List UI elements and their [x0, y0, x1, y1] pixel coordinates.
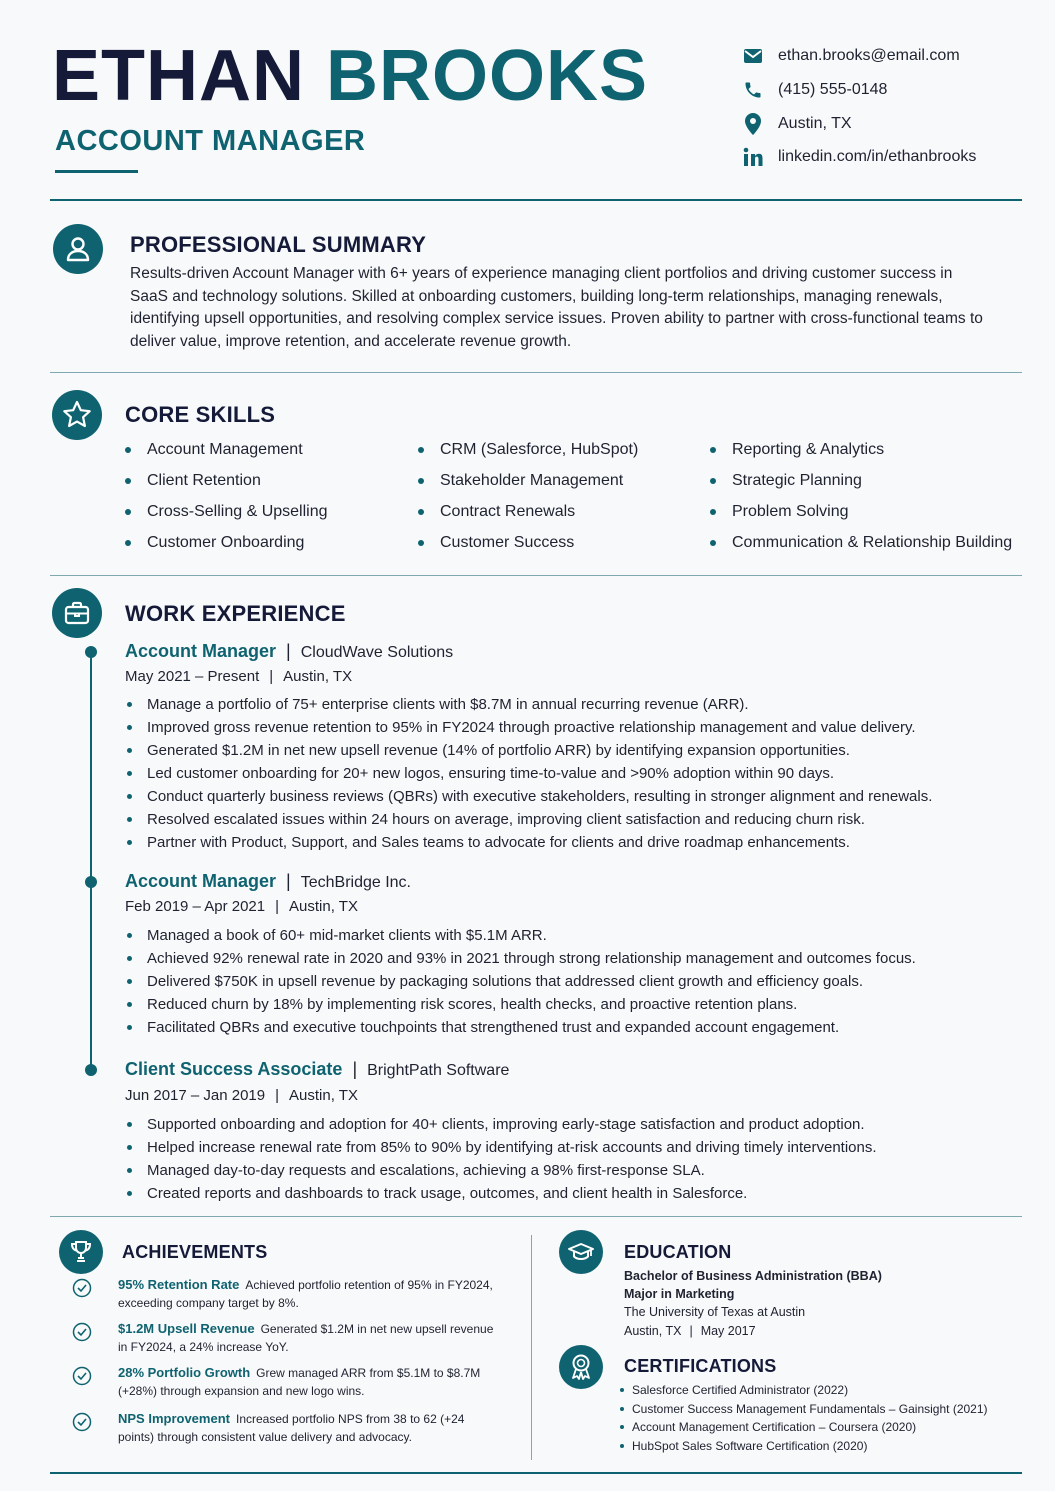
- candidate-name: [52, 36, 649, 116]
- school: The University of Texas at Austin: [624, 1305, 806, 1319]
- timeline-dot: [85, 1064, 97, 1076]
- certifications-heading: CERTIFICATIONS: [624, 1356, 777, 1376]
- skill-item: Customer Success: [418, 534, 574, 552]
- skills-heading: CORE SKILLS: [125, 402, 276, 427]
- job-title: ACCOUNT MANAGER: [55, 125, 366, 157]
- education-heading: EDUCATION: [624, 1242, 732, 1262]
- location-pin-icon: [742, 113, 764, 135]
- list-item: Facilitated QBRs and executive touchpoints that strengthened trust and expanded account engagement.: [127, 1016, 1027, 1039]
- certification-item: Account Management Certification – Coursera (2020): [620, 1418, 916, 1436]
- skill-item: Cross-Selling & Upselling: [125, 503, 328, 521]
- location-text: Austin, TX: [778, 115, 852, 132]
- skill-item: CRM (Salesforce, HubSpot): [418, 441, 638, 459]
- company-name: BrightPath Software: [367, 1062, 510, 1079]
- job-dates: Feb 2019 – Apr 2021 | Austin, TX: [125, 898, 358, 915]
- job-title: Account Manager: [125, 871, 277, 891]
- graduation-cap-icon: [559, 1230, 603, 1274]
- list-item: Manage a portfolio of 75+ enterprise clients with $8.7M in annual recurring revenue (ARR).: [127, 693, 1027, 716]
- phone-icon: [742, 79, 764, 101]
- list-item: Delivered $750K in upsell revenue by packaging solutions that addressed client growth and efficiency goals.: [127, 970, 1027, 993]
- list-item: Led customer onboarding for 20+ new logos, ensuring time-to-value and >90% adoption within 90 days.: [127, 762, 1027, 785]
- job-dates: Jun 2017 – Jan 2019 | Austin, TX: [125, 1087, 358, 1104]
- summary-heading: PROFESSIONAL SUMMARY: [130, 232, 427, 257]
- job-header: Account Manager | TechBridge Inc.: [125, 871, 411, 891]
- education-location-date: Austin, TX | May 2017: [624, 1324, 756, 1338]
- list-item: Managed a book of 60+ mid-market clients with $5.1M ARR.: [127, 924, 1027, 947]
- summary-divider: [50, 372, 1022, 373]
- job-header: Client Success Associate | BrightPath Software: [125, 1059, 510, 1079]
- star-icon: [52, 390, 102, 440]
- job-bullets: [127, 924, 1027, 1039]
- timeline-dot: [85, 646, 97, 658]
- certification-item: HubSpot Sales Software Certification (2020): [620, 1437, 867, 1455]
- footer-divider: [50, 1472, 1022, 1474]
- list-item: Achieved 92% renewal rate in 2020 and 93% in 2021 through strong relationship management and outcomes focus.: [127, 947, 1027, 970]
- list-item: Improved gross revenue retention to 95% in FY2024 through proactive relationship management and value delivery.: [127, 716, 1027, 739]
- check-circle-icon: [72, 1278, 92, 1298]
- skill-item: Reporting & Analytics: [710, 441, 884, 459]
- skill-item: Stakeholder Management: [418, 472, 623, 490]
- email-text: ethan.brooks@email.com: [778, 47, 960, 64]
- skill-item: Problem Solving: [710, 503, 849, 521]
- job-bullets: [127, 693, 1027, 854]
- skill-item: Account Management: [125, 441, 303, 459]
- experience-divider: [50, 1216, 1022, 1217]
- contact-location: [742, 112, 852, 136]
- timeline-dot: [85, 876, 97, 888]
- first-name: ETHAN: [52, 36, 305, 116]
- header-divider: [50, 199, 1022, 201]
- skill-item: Customer Onboarding: [125, 534, 304, 552]
- trophy-icon: [59, 1230, 103, 1274]
- job-dates: May 2021 – Present | Austin, TX: [125, 668, 353, 685]
- experience-heading: WORK EXPERIENCE: [125, 601, 346, 626]
- last-name: BROOKS: [326, 36, 649, 116]
- list-item: Created reports and dashboards to track usage, outcomes, and client health in Salesforce.: [127, 1182, 1027, 1205]
- award-ribbon-icon: [559, 1345, 603, 1389]
- experience-timeline: [90, 652, 92, 1070]
- list-item: Resolved escalated issues within 24 hours on average, improving client satisfaction and reducing churn risk.: [127, 808, 1027, 831]
- job-title: Client Success Associate: [125, 1059, 343, 1079]
- list-item: Managed day-to-day requests and escalations, achieving a 98% first-response SLA.: [127, 1159, 1027, 1182]
- contact-email[interactable]: [742, 44, 960, 68]
- list-item: Generated $1.2M in net new upsell revenue (14% of portfolio ARR) by identifying expansion opportunities.: [127, 739, 1027, 762]
- skill-item: Communication & Relationship Building: [710, 534, 1012, 552]
- list-item: Supported onboarding and adoption for 40+ clients, improving early-stage satisfaction and product adoption.: [127, 1113, 1027, 1136]
- title-underline: [55, 170, 138, 173]
- summary-text: Results-driven Account Manager with 6+ years of experience managing client portfolios and driving customer success in SaaS and technology solutions. Skilled at onboarding customers, building long-term relationships, managing renewals, identifying upsell opportunities, and resolving complex service issues. Proven ability to partner with cross-functional teams to deliver value, improve retention, and accelerate revenue growth.: [130, 265, 983, 350]
- check-circle-icon: [72, 1322, 92, 1342]
- phone-text: (415) 555-0148: [778, 81, 888, 98]
- degree: Bachelor of Business Administration (BBA): [624, 1269, 882, 1283]
- major: Major in Marketing: [624, 1287, 735, 1301]
- job-title: Account Manager: [125, 641, 277, 661]
- job-bullets: [127, 1113, 1027, 1205]
- check-circle-icon: [72, 1412, 92, 1432]
- contact-linkedin[interactable]: [742, 145, 976, 169]
- linkedin-icon: [742, 146, 764, 168]
- achievements-heading: ACHIEVEMENTS: [122, 1242, 268, 1262]
- skill-item: Contract Renewals: [418, 503, 575, 521]
- list-item: Helped increase renewal rate from 85% to 90% by identifying at-risk accounts and driving timely interventions.: [127, 1136, 1027, 1159]
- person-icon: [53, 224, 103, 274]
- job-header: Account Manager | CloudWave Solutions: [125, 641, 454, 661]
- linkedin-text: linkedin.com/in/ethanbrooks: [778, 148, 977, 165]
- email-icon: [742, 45, 764, 67]
- contact-phone[interactable]: [742, 78, 887, 102]
- company-name: CloudWave Solutions: [300, 644, 454, 661]
- certification-item: Salesforce Certified Administrator (2022): [620, 1381, 848, 1399]
- company-name: TechBridge Inc.: [300, 874, 411, 891]
- list-item: Conduct quarterly business reviews (QBRs) with executive stakeholders, resulting in stronger alignment and renewals.: [127, 785, 1027, 808]
- list-item: Partner with Product, Support, and Sales teams to advocate for clients and drive roadmap enhancements.: [127, 831, 1027, 854]
- list-item: Reduced churn by 18% by implementing risk scores, health checks, and proactive retention plans.: [127, 993, 1027, 1016]
- check-circle-icon: [72, 1366, 92, 1386]
- briefcase-icon: [52, 588, 102, 638]
- column-divider: [531, 1235, 532, 1460]
- skills-divider: [50, 575, 1022, 576]
- skill-item: Strategic Planning: [710, 472, 862, 490]
- certification-item: Customer Success Management Fundamentals – Gainsight (2021): [620, 1400, 988, 1418]
- skill-item: Client Retention: [125, 472, 261, 490]
